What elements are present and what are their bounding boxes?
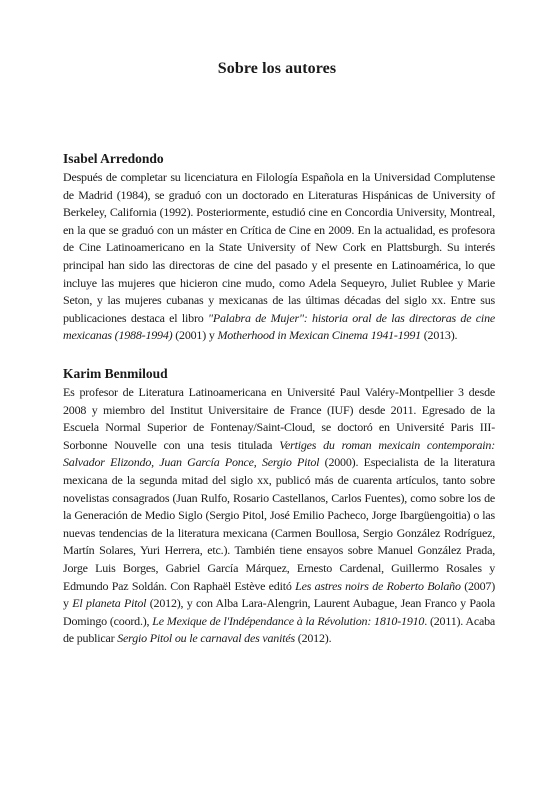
italic-title: El planeta Pitol xyxy=(72,596,147,611)
italic-title: Motherhood in Mexican Cinema 1941-1991 xyxy=(217,328,421,343)
italic-title: "Palabra de Mujer": historia oral de las directoras de cine mexicanas (1988-1994) xyxy=(63,310,495,343)
bio-text: (2007) y xyxy=(63,578,495,611)
bio-text: Es profesor de Literatura Latinoamericana en Université Paul Valéry-Montpellier 3 desde 2008 y miembro del Institut Universitaire de France (IUF) desde 2011. Egresado de la Escuela Normal Superior de Fontenay/Saint-Cloud, se doctoró en Université Paris III-Sorbonne Nouvelle con una tesis titulada xyxy=(63,385,495,452)
author-bio xyxy=(63,169,495,345)
author-bio xyxy=(63,384,495,648)
bio-text: (2001) y xyxy=(172,328,218,343)
italic-title: Vertiges du roman mexicain contemporain: Salvador Elizondo, Juan García Ponce, Sergio Pitol xyxy=(63,437,495,470)
italic-title: Les astres noirs de Roberto Bolaño xyxy=(295,578,461,593)
bio-text: (2012), y con Alba Lara-Alengrin, Laurent Aubague, Jean Franco y Paola Domingo (coord.), xyxy=(63,596,496,628)
bio-text: (2000). Especialista de la literatura mexicana de la segunda mitad del siglo xx, publicó más de cuarenta artículos, tanto sobre novelistas consagrados (Juan Rulfo, Rosario Castellanos, Carlos Fuentes), como sobre los de la Generación de Medio Siglo (Sergio Pitol, José Emilio Pacheco, Jorge Ibargüengoitia) o las nuevas tendencias de la literatura mexicana (Carmen Boullosa, Sergio González Rodríguez, Martín Solares, Yuri Herrera, etc.). También tiene ensayos sobre Manuel González Prada, Jorge Luis Borges, Gabriel García Márquez, Ernesto Cardenal, Guillermo Rosales y Edmundo Paz Soldán. Con Raphaël Estève editó xyxy=(63,455,496,593)
author-name: Isabel Arredondo xyxy=(63,151,164,166)
page-title: Sobre los autores xyxy=(217,60,337,77)
bio-text: . (2011). Acaba de publicar xyxy=(63,613,495,646)
italic-title: Le Mexique de l'Indépendance à la Révolution: 1810-1910 xyxy=(152,613,425,628)
italic-title: Sergio Pitol ou le carnaval des vanités xyxy=(117,631,295,646)
author-entry-benmiloud xyxy=(63,365,495,648)
bio-text: (2013). xyxy=(420,328,458,343)
bio-text: Después de completar su licenciatura en Filología Española en la Universidad Complutense de Madrid (1984), se graduó con un doctorado en Literaturas Hispánicas de University of Berkeley, California (1992). Posteriormente, estudió cine en Concordia University, Montreal, en la que se graduó con un máster en Crítica de Cine en 2009. En la actualidad, es profesora de Cine Latinoamericano en la State University of New Cork en Plattsburgh. Su interés principal han sido las directoras de cine del pasado y el presente en Latinoamérica, lo que incluye las mujeres que hicieron cine mudo, como Adela Sequeyro, Juliet Rublee y Marie Seton, y las mujeres cubanas y mexicanas de las últimas décadas del siglo xx. Entre sus publicaciones destaca el libro xyxy=(63,170,495,325)
author-entry-arredondo xyxy=(63,150,495,345)
author-name: Karim Benmiloud xyxy=(63,366,168,381)
bio-text: (2012). xyxy=(294,631,332,646)
